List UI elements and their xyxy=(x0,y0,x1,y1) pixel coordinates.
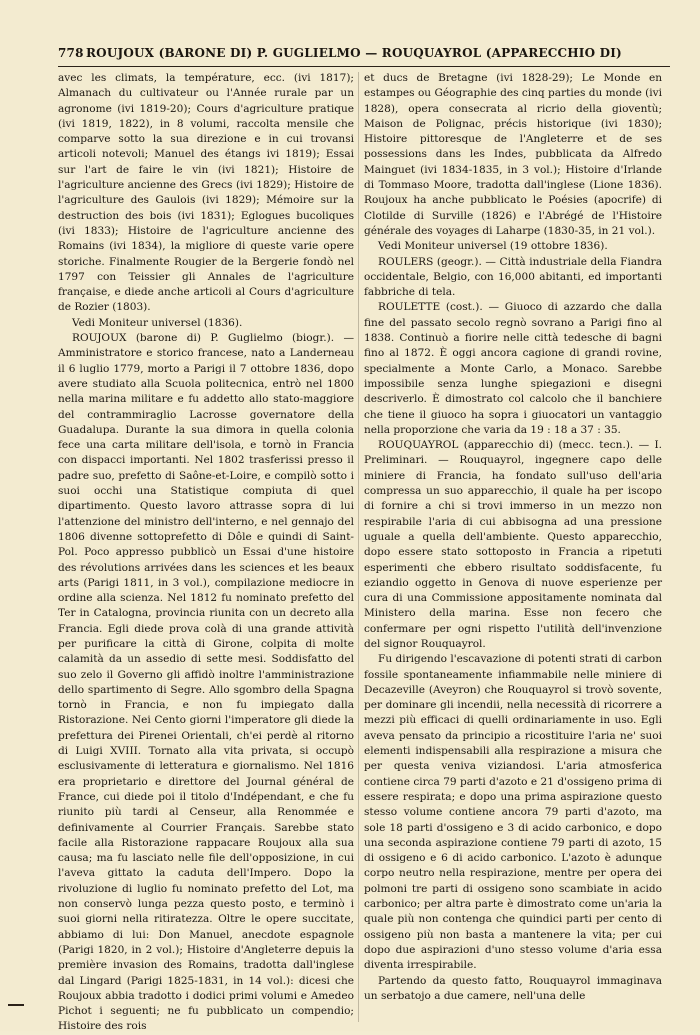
entry-roujoux: ROUJOUX (barone di) P. Guglielmo (biogr.). — Amministratore e storico francese, nato a Landerneau il 6 luglio 1779, morto a Parigi il 7 ottobre 1836, dopo avere studiato alla Scuola politecnica, entrò nel 1800 nella marina militare e fu addetto allo stato-maggiore del contrammiraglio Lacrosse governatore della Guadalupa. Durante la sua dimora in quella colonia fece una carta militare dell'isola, e tornò in Francia con dispacci importanti. Nel 1802 trasferissi presso il padre suo, prefetto di Saône-et-Loire, e compilò sotto i suoi occhi una Statistique compiuta di quel dipartimento. Questo lavoro attrasse sopra di lui l'attenzione del ministro dell'interno, e nel gennajo del 1806 divenne sottoprefetto di Dôle e quindi di Saint-Pol. Poco appresso pubblicò un Essai d'une histoire des révolutions arrivées dans les sciences et les beaux arts (Parigi 1811, in 3 vol.), compilazione mediocre in ordine alla scienza. Nel 1812 fu nominato prefetto del Ter in Catalogna, provincia riunita con un decreto alla Francia. Egli diede prova colà di una grande attività per purificare la città di Girone, colpita di molte calamità da un assedio di sette mesi. Soddisfatto del suo zelo il Governo gli affidò inoltre l'amministrazione dello spartimento di Segre. Allo sgombro della Spagna tornò in Francia, e non fu impiegato dalla Ristorazione. Nei Cento giorni l'imperatore gli diede la prefettura dei Pirenei Orientali, ch'ei perdè al ritorno di Luigi XVIII. Tornato alla vita privata, si occupò esclusivamente di letteratura e giornalismo. Nel 1816 era proprietario e direttore del Journal général de France, cui diede poi il titolo d'Indépendant, e che fu riunito più tardi al Censeur, alla Renommée e definivamente al Courrier Français. Sarebbe stato facile alla Ristorazione rappacare Roujoux alla sua causa; ma fu lasciato nelle file dell'opposizione, in cui l'aveva gittato la caduta dell'Impero. Dopo la rivoluzione di luglio fu nominato prefetto del Lot, ma non conservò lunga pezza questo posto, e terminò i suoi giorni nella ritiratezza. Oltre le opere succitate, abbiamo di lui: Don Manuel, anecdote espagnole (Parigi 1820, in 2 vol.); Histoire d'Angleterre depuis la première invasion des Romains, tradotta dall'inglese dal Lingard (Parigi 1825-1831, in 14 vol.): dicesi che Roujoux abbia tradotto i dodici primi volumi e Amedeo Pichot i seguenti; ne fu pubblicato un compendio; Histoire des rois xyxy=(58,332,354,1033)
running-head: ROUJOUX (BARONE DI) P. GUGLIELMO — ROUQUAYROL (APPARECCHIO DI) xyxy=(86,46,622,60)
paragraph-rouquayrol-serbatojo: Partendo da questo fatto, Rouquayrol immaginava un serbatojo a due camere, nell'una delle xyxy=(364,974,662,1002)
left-column xyxy=(58,71,354,1035)
paragraph-rouquayrol-decazeville: Fu dirigendo l'escavazione di potenti strati di carbon fossile spontaneamente infiammabile nelle miniere di Decazeville (Aveyron) che Rouquayrol si trovò sovente, per dominare gli incendii, nella necessità di ricorrere a mezzi più efficaci di quelli ordinariamente in uso. Egli aveva pensato da principio a ricostituire l'aria ne' suoi elementi indispensabili alla respirazione a misura che per questa veniva viziandosi. L'aria atmosferica contiene circa 79 parti d'azoto e 21 d'ossigeno prima di essere respirata; e dopo una prima aspirazione questo stesso volume contiene ancora 79 parti d'azoto, ma sole 18 parti d'ossigeno e 3 di acido carbonico, e dopo una seconda aspirazione contiene 79 parti di azoto, 15 di ossigeno e 6 di acido carbonico. L'azoto è adunque corpo neutro nella respirazione, mentre per opera dei polmoni tre parti di ossigeno sono scambiate in acido carbonico; per altra parte è dimostrato come un'aria la quale più non contenga che quindici parti per cento di ossigeno più non basta a mantenere la vita; per cui dopo due aspirazioni d'uno stesso volume d'aria essa diventa irrespirabile. xyxy=(364,653,662,972)
paragraph-vedi-moniteur-ottobre: Vedi Moniteur universel (19 ottobre 1836). xyxy=(378,240,608,253)
header-rule xyxy=(58,66,670,67)
page-number: 778 xyxy=(58,46,84,60)
paragraph-rougier-works: avec les climats, la température, ecc. (ivi 1817); Almanach du cultivateur ou l'Année rurale par un agronome (ivi 1819-20); Cours d'agriculture pratique (ivi 1819, 1822), in 8 volumi, raccolta mensile che comparve sotto la sua direzione e in cui trovansi articoli notevoli; Manuel des étangs ivi 1819); Essai sur l'art de faire le vin (ivi 1821); Histoire de l'agriculture ancienne des Grecs (ivi 1829); Histoire de l'agriculture des Gaulois (ivi 1829); Mémoire sur la destruction des bois (ivi 1831); Eglogues bucoliques (ivi 1833); Histoire de l'agriculture ancienne des Romains (ivi 1834), la migliore di queste varie opere storiche. Finalmente Rougier de la Bergerie fondò nel 1797 con Teissier gli Annales de l'agriculture française, e diede anche articoli al Cours d'agriculture de Rozier (1803). xyxy=(58,72,354,314)
paragraph-vedi-moniteur-1836: Vedi Moniteur universel (1836). xyxy=(72,316,243,329)
right-column xyxy=(364,71,662,1004)
entry-rouquayrol: ROUQUAYROL (apparecchio di) (mecc. tecn.). — I. Preliminari. — Rouquayrol, ingegnere capo delle miniere di Francia, ha fondato sull'uso dell'aria compressa un suo apparecchio, il quale ha per iscopo di fornire a chi si trovi immerso in un mezzo non respirabile l'aria di cui abbisogna ad una pressione uguale a quella dell'ambiente. Questo apparecchio, dopo essere stato sottoposto in Francia a ripetuti esperimenti che ebbero risultato soddisfacente, fu eziandio oggetto in Genova di nuove esperienze per cura di una Commissione appositamente nominata dal Ministero della marina. Esse non fecero che confermare per ogni rispetto l'utilità dell'invenzione del signor Rouquayrol. xyxy=(364,439,662,650)
column-divider xyxy=(358,72,359,1022)
paragraph-roujoux-works-cont: et ducs de Bretagne (ivi 1828-29); Le Monde en estampes ou Géographie des cinq parties du monde (ivi 1828), opera consecrata al ricrio della gioventù; Maison de Polignac, précis historique (ivi 1830); Histoire pittoresque de l'Angleterre et de ses possessions dans les Indes, pubblicata da Alfredo Mainguet (ivi 1834-1835, in 3 vol.); Histoire d'Irlande di Tommaso Moore, tradotta dall'inglese (Lione 1836). Roujoux ha anche pubblicato le Poésies (apocrife) di Clotilde di Surville (1826) e l'Abrégé de l'Histoire générale des voyages di Laharpe (1830-35, in 21 vol.). xyxy=(364,72,662,237)
entry-roulette: ROULETTE (cost.). — Giuoco di azzardo che dalla fine del passato secolo regnò sovrano a Parigi fino al 1838. Continuò a fiorire nelle città tedesche di bagni fino al 1872. È oggi ancora cagione di grandi rovine, specialmente a Monte Carlo, a Monaco. Sarebbe impossibile senza lunghe spiegazioni e disegni descriverlo. È dimostrato col calcolo che il banchiere che tiene il giuoco ha sopra i giuocatori un vantaggio nella proporzione che varia da 19 : 18 a 37 : 35. xyxy=(364,301,662,436)
margin-mark xyxy=(8,1004,24,1006)
page-header xyxy=(58,44,670,66)
entry-roulers: ROULERS (geogr.). — Città industriale della Fiandra occidentale, Belgio, con 16,000 abitanti, ed importanti fabbriche di tela. xyxy=(364,255,662,299)
